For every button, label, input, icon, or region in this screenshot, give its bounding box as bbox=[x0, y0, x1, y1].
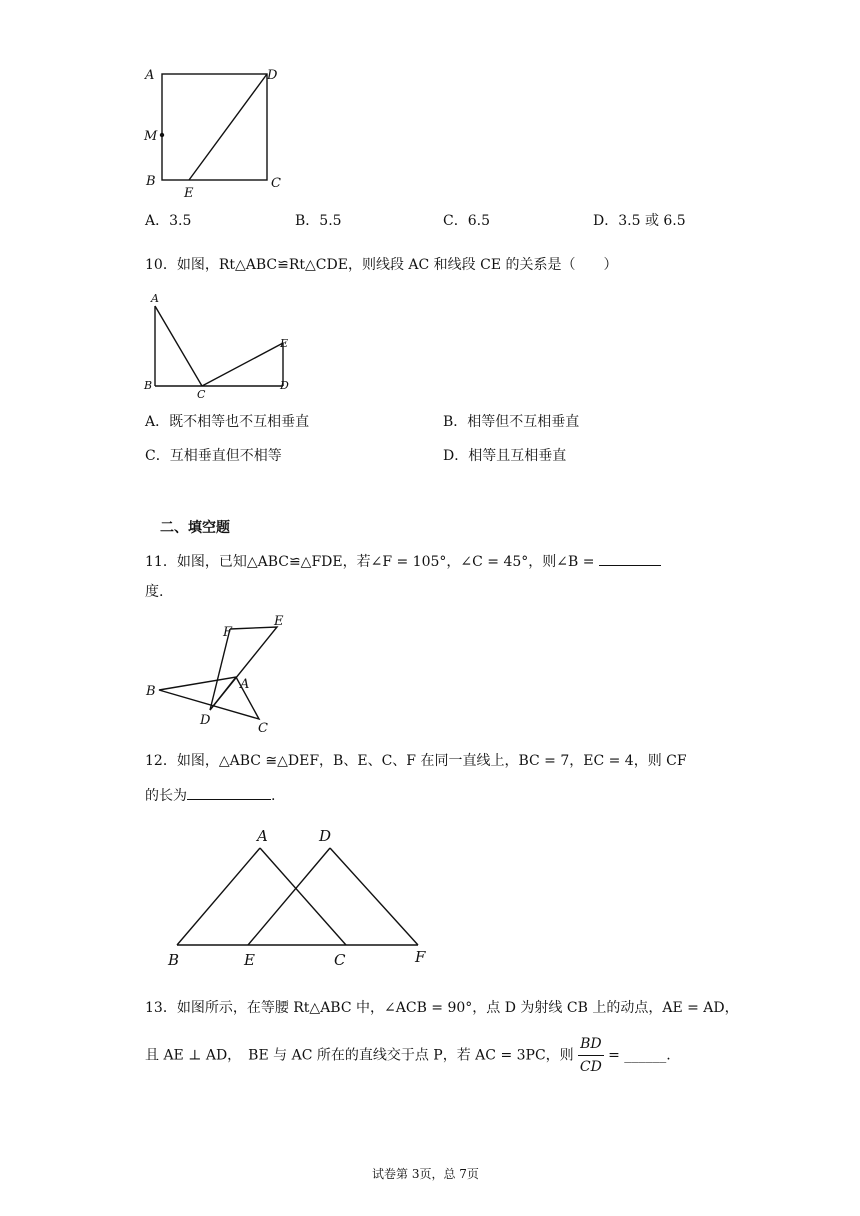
q13-text: 13．如图所示，在等腰 Rt△ABC 中，∠ACB = 90°，点 D 为射线 CB 上的动点，AE = AD， bbox=[145, 1000, 739, 1016]
q11-question: 11．如图，已知△ABC≌△FDE，若∠F = 105°，∠C = 45°，则∠B = bbox=[145, 554, 595, 570]
q13-fraction bbox=[578, 1033, 604, 1078]
q9-label-B: B bbox=[146, 174, 156, 189]
q10-option-d: D．相等且互相垂直 bbox=[443, 448, 567, 464]
q11-text-cont: 度. bbox=[145, 584, 164, 600]
q12-label-F: F bbox=[415, 948, 426, 966]
q10-label-C: C bbox=[197, 388, 206, 401]
q12-answer-blank[interactable] bbox=[187, 785, 271, 800]
q9-label-C: C bbox=[271, 176, 281, 191]
q13-question-cont: 且 AE ⊥ AD， BE 与 AC 所在的直线交于点 P，若 AC = 3PC，则 bbox=[145, 1047, 574, 1064]
q10-option-b: B．相等但不互相垂直 bbox=[443, 414, 580, 430]
q11-figure bbox=[140, 608, 300, 738]
q10-label-A: A bbox=[151, 292, 159, 305]
q12-label-A: A bbox=[257, 827, 268, 845]
q9-option-a: A．3.5 bbox=[145, 213, 192, 229]
q13-answer-blank[interactable]: = ______. bbox=[608, 1047, 671, 1064]
q9-label-A: A bbox=[145, 68, 155, 83]
q12-figure bbox=[160, 815, 440, 975]
q9-label-D: D bbox=[267, 68, 278, 83]
section-title: 二、填空题 bbox=[160, 520, 230, 536]
q10-label-E: E bbox=[280, 337, 289, 350]
q10-label-B: B bbox=[144, 379, 153, 392]
q9-option-d: D．3.5 或 6.5 bbox=[593, 213, 686, 229]
q12-label-D: D bbox=[319, 827, 332, 845]
q11-label-F: F bbox=[223, 625, 233, 640]
q12-label-B: B bbox=[168, 951, 180, 969]
q13-fraction-numerator: BD bbox=[578, 1033, 604, 1056]
q11-label-E: E bbox=[274, 614, 284, 629]
q13-text-cont bbox=[145, 1033, 671, 1078]
q11-text bbox=[145, 551, 661, 571]
q12-label-C: C bbox=[334, 951, 346, 969]
q12-question-cont: 的长为 bbox=[145, 788, 187, 804]
q12-period: . bbox=[271, 788, 276, 804]
q13-fraction-denominator: CD bbox=[579, 1059, 602, 1075]
q12-text-cont bbox=[145, 785, 275, 805]
q9-label-M: M bbox=[144, 129, 158, 144]
q11-answer-blank[interactable] bbox=[599, 551, 661, 566]
q11-label-A: A bbox=[240, 677, 250, 692]
q10-option-c: C．互相垂直但不相等 bbox=[145, 448, 282, 464]
q9-figure bbox=[140, 62, 300, 202]
q9-option-b: B．5.5 bbox=[295, 213, 342, 229]
q12-label-E: E bbox=[244, 951, 255, 969]
q9-option-c: C．6.5 bbox=[443, 213, 490, 229]
q11-label-B: B bbox=[146, 684, 156, 699]
q12-text: 12．如图，△ABC ≅△DEF，B、E、C、F 在同一直线上，BC = 7，EC = 4，则 CF bbox=[145, 753, 687, 769]
q11-label-C: C bbox=[258, 721, 268, 736]
q11-label-D: D bbox=[200, 713, 211, 728]
q9-label-E: E bbox=[184, 186, 194, 201]
q10-option-a: A．既不相等也不互相垂直 bbox=[145, 414, 310, 430]
page-footer: 试卷第 3页，总 7页 bbox=[372, 1167, 479, 1181]
q10-text: 10．如图，Rt△ABC≌Rt△CDE，则线段 AC 和线段 CE 的关系是（ ） bbox=[145, 257, 618, 273]
q10-label-D: D bbox=[280, 379, 289, 392]
q10-figure bbox=[140, 290, 310, 400]
